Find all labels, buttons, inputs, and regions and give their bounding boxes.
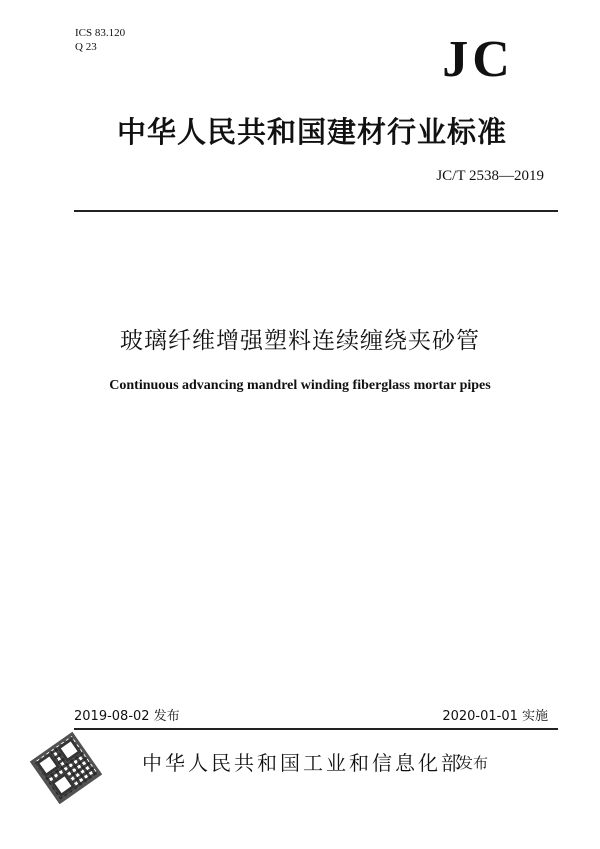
top-divider xyxy=(74,210,558,212)
publish-date: 2019-08-02 发布 xyxy=(74,709,180,724)
bottom-divider xyxy=(74,728,558,730)
qr-code-icon xyxy=(30,732,102,804)
implement-date: 2020-01-01 实施 xyxy=(442,709,548,724)
issuing-authority: 中华人民共和国工业和信息化部 xyxy=(142,751,464,775)
ccs-code: Q 23 xyxy=(75,41,97,53)
issue-label: 发布 xyxy=(458,754,489,772)
ics-code: ICS 83.120 xyxy=(75,27,126,39)
standard-title: 中华人民共和国建材行业标准 xyxy=(116,115,507,149)
classification-codes xyxy=(75,26,125,54)
qr-finder-pattern xyxy=(51,772,76,797)
document-title-english: Continuous advancing mandrel winding fiberglass mortar pipes xyxy=(109,378,491,393)
document-title-chinese: 玻璃纤维增强塑料连续缠绕夹砂管 xyxy=(120,328,480,354)
standard-number: JC/T 2538—2019 xyxy=(436,168,544,184)
jc-logo: JC xyxy=(442,31,514,88)
